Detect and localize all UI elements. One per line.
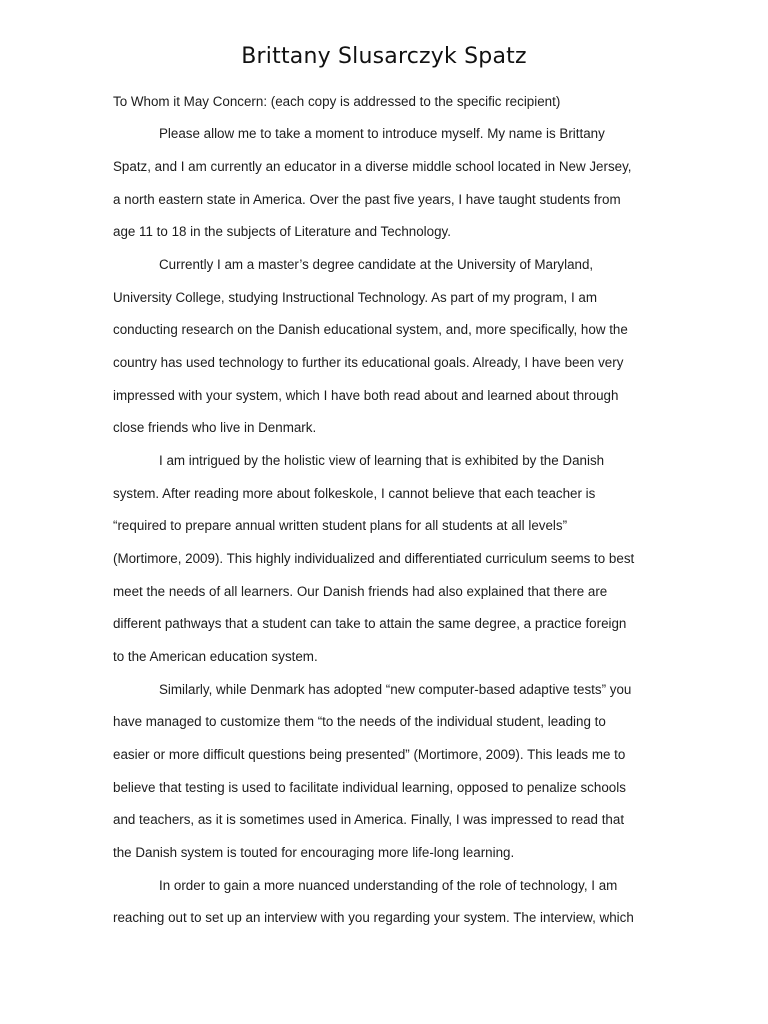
paragraph-4-line: easier or more difficult questions being presented” (Mortimore, 2009). This leads me to xyxy=(113,747,626,762)
paragraph-4-line: Similarly, while Denmark has adopted “new computer-based adaptive tests” you xyxy=(159,682,632,697)
paragraph-3-line: I am intrigued by the holistic view of learning that is exhibited by the Danish xyxy=(159,453,605,468)
paragraph-2-line: Currently I am a master’s degree candidate at the University of Maryland, xyxy=(159,257,594,272)
paragraph-3-line: different pathways that a student can take to attain the same degree, a practice foreign xyxy=(113,616,627,631)
paragraph-5-line: In order to gain a more nuanced understanding of the role of technology, I am xyxy=(159,878,618,893)
paragraph-1-line: age 11 to 18 in the subjects of Literature and Technology. xyxy=(113,224,451,239)
paragraph-2-line: impressed with your system, which I have both read about and learned about through xyxy=(113,388,619,403)
document-title: Brittany Slusarczyk Spatz xyxy=(241,44,527,69)
paragraph-2-line: conducting research on the Danish educational system, and, more specifically, how the xyxy=(113,322,628,337)
paragraph-2-line: close friends who live in Denmark. xyxy=(113,420,317,435)
paragraph-3-line: to the American education system. xyxy=(113,649,318,664)
paragraph-1-line: Please allow me to take a moment to introduce myself. My name is Brittany xyxy=(159,126,605,141)
paragraph-3-line: meet the needs of all learners. Our Danish friends had also explained that there are xyxy=(113,584,608,599)
paragraph-2-line: country has used technology to further its educational goals. Already, I have been very xyxy=(113,355,624,370)
paragraph-4-line: believe that testing is used to facilitate individual learning, opposed to penalize schools xyxy=(113,780,626,795)
paragraph-4-line: have managed to customize them “to the needs of the individual student, leading to xyxy=(113,714,606,729)
paragraph-4-line: and teachers, as it is sometimes used in America. Finally, I was impressed to read that xyxy=(113,812,625,827)
paragraph-4-line: the Danish system is touted for encouraging more life-long learning. xyxy=(113,845,515,860)
paragraph-3-line: system. After reading more about folkeskole, I cannot believe that each teacher is xyxy=(113,486,596,501)
paragraph-2-line: University College, studying Instructional Technology. As part of my program, I am xyxy=(113,290,598,305)
paragraph-1-line: a north eastern state in America. Over the past five years, I have taught students from xyxy=(113,192,621,207)
paragraph-3-line: “required to prepare annual written student plans for all students at all levels” xyxy=(113,518,568,533)
salutation-line: To Whom it May Concern: (each copy is addressed to the specific recipient) xyxy=(113,94,561,109)
paragraph-3-line: (Mortimore, 2009). This highly individualized and differentiated curriculum seems to best xyxy=(113,551,635,566)
paragraph-5-line: reaching out to set up an interview with you regarding your system. The interview, which xyxy=(113,910,634,925)
paragraph-1-line: Spatz, and I am currently an educator in a diverse middle school located in New Jersey, xyxy=(113,159,632,174)
